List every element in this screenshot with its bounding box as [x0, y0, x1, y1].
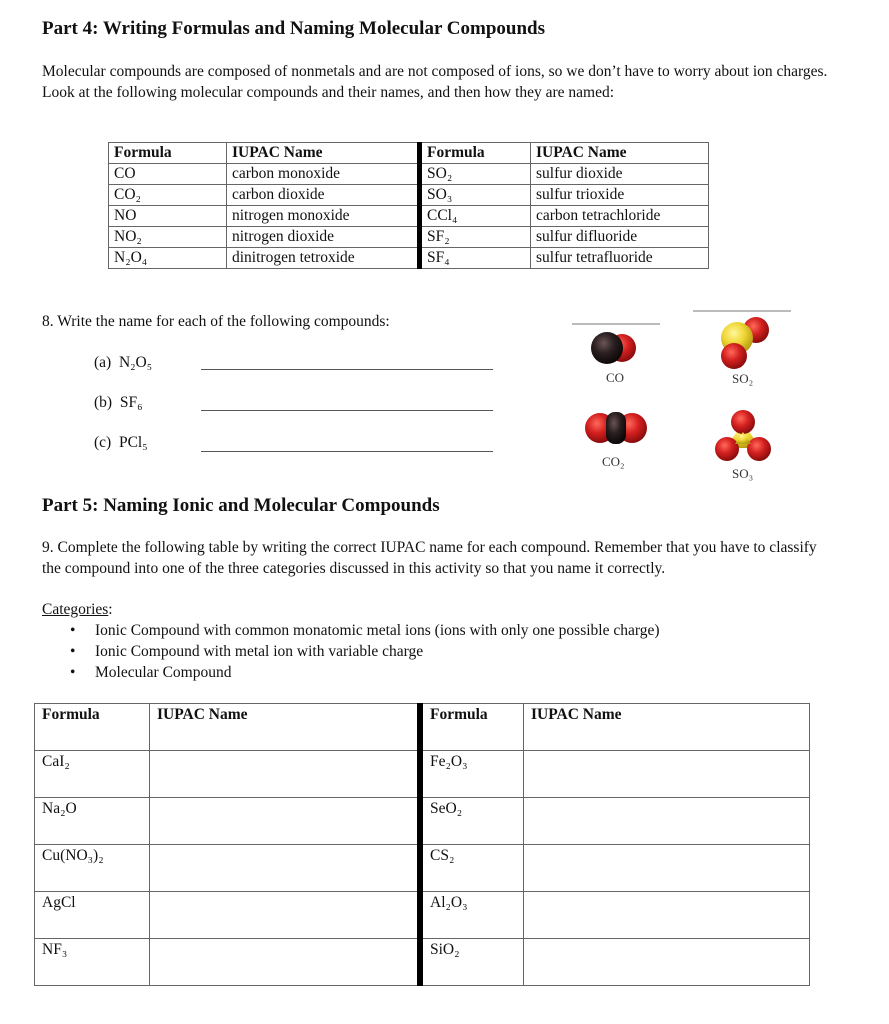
table-row [109, 206, 709, 227]
table-header-row [35, 704, 810, 751]
so2-molecule-image [712, 314, 772, 370]
bullet-icon: • [70, 664, 76, 681]
answer-cell[interactable] [150, 845, 421, 892]
item-formula: PCl₅ [118, 434, 148, 451]
formula-cell: N₂O₄ [109, 248, 227, 269]
name-cell: sulfur dioxide [531, 164, 709, 185]
categories-list [42, 620, 660, 683]
header-iupac-name: IUPAC Name [150, 704, 421, 751]
answer-blank-a[interactable] [201, 369, 493, 370]
copyright-caption [572, 323, 660, 325]
co-label: CO [606, 370, 625, 385]
formula-cell: CCl₄ [420, 206, 531, 227]
table-row [109, 227, 709, 248]
answer-cell[interactable] [524, 939, 810, 986]
name-cell: carbon dioxide [227, 185, 420, 206]
item-formula: N₂O₅ [118, 354, 153, 371]
name-cell: dinitrogen tetroxide [227, 248, 420, 269]
formula-cell: Cu(NO₃)₂ [35, 845, 150, 892]
co2-label: CO₂ [602, 454, 625, 469]
formula-cell: CO [109, 164, 227, 185]
q8-item-a [94, 352, 152, 373]
co-molecule-image [588, 328, 640, 368]
item-label: (c) [94, 434, 112, 451]
formula-cell: NO₂ [109, 227, 227, 248]
part4-intro: Molecular compounds are composed of nonmetals and are not composed of ions, so we don’t have to worry about ion charges. Look at the following molecular compounds and their names, and then how they are named: [42, 63, 828, 101]
molecular-names-table [108, 142, 709, 269]
category-item: • Ionic Compound with metal ion with variable charge [70, 643, 424, 660]
table-row [35, 751, 810, 798]
part5-title: Part 5: Naming Ionic and Molecular Compounds [42, 495, 440, 516]
header-iupac-name: IUPAC Name [531, 143, 709, 164]
name-cell: sulfur tetrafluoride [531, 248, 709, 269]
formula-cell: Fe₂O₃ [420, 751, 524, 798]
name-cell: nitrogen monoxide [227, 206, 420, 227]
name-cell: sulfur difluoride [531, 227, 709, 248]
formula-cell: NF₃ [35, 939, 150, 986]
so3-molecule-image [714, 408, 772, 464]
so3-label: SO₃ [732, 466, 754, 481]
bullet-icon: • [70, 643, 76, 660]
name-cell: carbon monoxide [227, 164, 420, 185]
formula-cell: CO₂ [109, 185, 227, 206]
table-row [35, 845, 810, 892]
formula-cell: CS₂ [420, 845, 524, 892]
table-row [109, 185, 709, 206]
q8-item-c [94, 432, 148, 453]
header-formula: Formula [109, 143, 227, 164]
formula-cell: SO₂ [420, 164, 531, 185]
part4-title: Part 4: Writing Formulas and Naming Molecular Compounds [42, 18, 545, 39]
q9-prompt: 9. Complete the following table by writing the correct IUPAC name for each compound. Remember that you have to classify the compound into one of the three categories discussed in this activity so that you name it correctly. [42, 539, 817, 577]
table-row [109, 248, 709, 269]
answer-cell[interactable] [150, 751, 421, 798]
formula-cell: CaI₂ [35, 751, 150, 798]
table-row [109, 164, 709, 185]
answer-cell[interactable] [524, 798, 810, 845]
categories-label: Categories [42, 601, 109, 618]
name-cell: nitrogen dioxide [227, 227, 420, 248]
header-formula: Formula [420, 143, 531, 164]
formula-cell: SeO₂ [420, 798, 524, 845]
answer-cell[interactable] [524, 751, 810, 798]
header-iupac-name: IUPAC Name [227, 143, 420, 164]
q8-item-b [94, 392, 142, 413]
header-formula: Formula [35, 704, 150, 751]
header-formula: Formula [420, 704, 524, 751]
formula-cell: AgCl [35, 892, 150, 939]
copyright-caption [693, 310, 791, 312]
q8-prompt: 8. Write the name for each of the following compounds: [42, 313, 390, 330]
so2-label: SO₂ [732, 371, 754, 386]
name-cell: sulfur trioxide [531, 185, 709, 206]
answer-blank-c[interactable] [201, 451, 493, 452]
header-iupac-name: IUPAC Name [524, 704, 810, 751]
formula-cell: SO₃ [420, 185, 531, 206]
answer-cell[interactable] [150, 939, 421, 986]
item-label: (a) [94, 354, 112, 371]
table-header-row [109, 143, 709, 164]
category-item: • Ionic Compound with common monatomic metal ions (ions with only one possible charge) [70, 622, 660, 639]
table-row [35, 798, 810, 845]
formula-cell: NO [109, 206, 227, 227]
formula-cell: Na₂O [35, 798, 150, 845]
item-label: (b) [94, 394, 113, 411]
formula-cell: SF₂ [420, 227, 531, 248]
answer-cell[interactable] [524, 845, 810, 892]
category-item: • Molecular Compound [70, 664, 232, 681]
item-formula: SF₆ [119, 394, 143, 411]
bullet-icon: • [70, 622, 76, 639]
table-row [35, 939, 810, 986]
name-cell: carbon tetrachloride [531, 206, 709, 227]
naming-answer-table [34, 703, 810, 986]
formula-cell: SiO₂ [420, 939, 524, 986]
answer-blank-b[interactable] [201, 410, 493, 411]
formula-cell: SF₄ [420, 248, 531, 269]
answer-cell[interactable] [150, 892, 421, 939]
formula-cell: Al₂O₃ [420, 892, 524, 939]
table-row [35, 892, 810, 939]
answer-cell[interactable] [524, 892, 810, 939]
categories-heading: Categories: [42, 601, 113, 618]
co2-molecule-image [583, 408, 649, 448]
answer-cell[interactable] [150, 798, 421, 845]
